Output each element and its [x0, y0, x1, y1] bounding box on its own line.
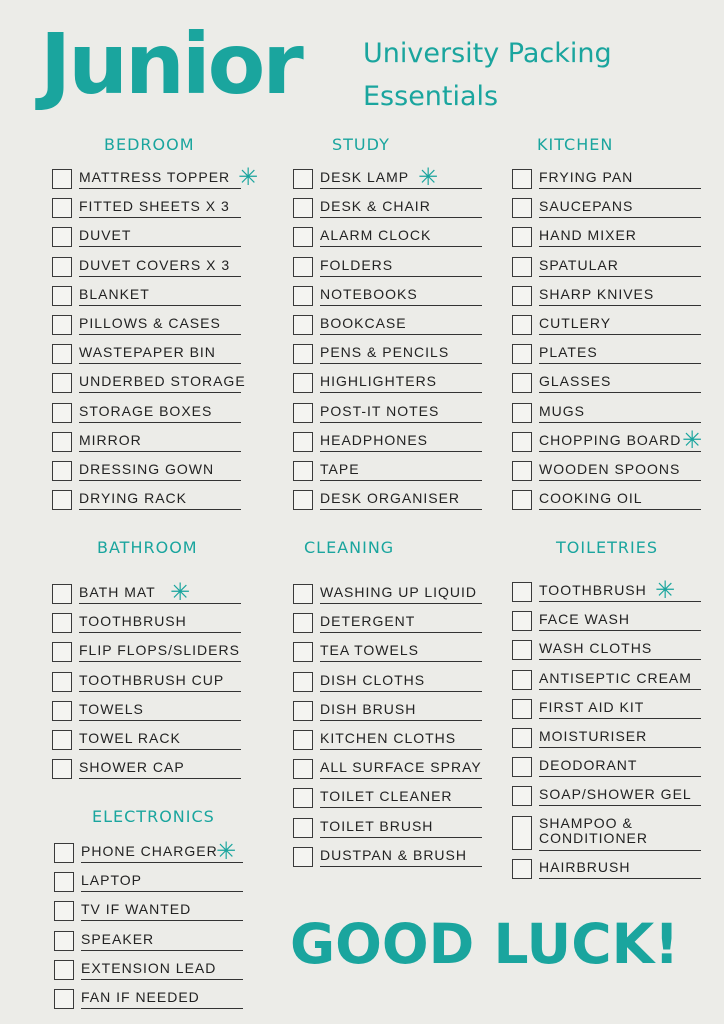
checkbox[interactable] — [52, 642, 72, 662]
item-label: DUSTPAN & BRUSH — [320, 844, 482, 867]
checkbox[interactable] — [54, 931, 74, 951]
checkbox[interactable] — [512, 728, 532, 748]
item-label: MATTRESS TOPPER — [79, 166, 241, 189]
item-label: DEODORANT — [539, 754, 701, 777]
item-label: SHAMPOO & CONDITIONER — [539, 813, 701, 851]
item-label: FLIP FLOPS/SLIDERS — [79, 639, 241, 662]
page-subtitle: University Packing Essentials — [363, 38, 612, 112]
checkbox[interactable] — [293, 613, 313, 633]
checkbox[interactable] — [52, 344, 72, 364]
item-label: MIRROR — [79, 429, 241, 452]
checkbox[interactable] — [512, 227, 532, 247]
asterisk-star-icon: ✳ — [238, 163, 259, 191]
item-label: HEADPHONES — [320, 429, 482, 452]
item-label: WASHING UP LIQUID — [320, 581, 482, 604]
item-label: LAPTOP — [81, 869, 243, 892]
checkbox[interactable] — [52, 198, 72, 218]
checkbox[interactable] — [512, 757, 532, 777]
checkbox[interactable] — [512, 373, 532, 393]
item-label: FACE WASH — [539, 608, 701, 631]
item-label: DRESSING GOWN — [79, 458, 241, 481]
checkbox[interactable] — [293, 315, 313, 335]
item-label: SPEAKER — [81, 928, 243, 951]
checkbox[interactable] — [293, 847, 313, 867]
asterisk-star-icon: ✳ — [170, 578, 191, 606]
checkbox[interactable] — [293, 257, 313, 277]
item-label: FIRST AID KIT — [539, 696, 701, 719]
asterisk-star-icon: ✳ — [216, 837, 237, 865]
checkbox[interactable] — [54, 960, 74, 980]
heading-bathroom: BATHROOM — [97, 538, 198, 557]
checkbox[interactable] — [293, 672, 313, 692]
item-label: HIGHLIGHTERS — [320, 370, 482, 393]
checkbox[interactable] — [512, 859, 532, 879]
checkbox[interactable] — [54, 872, 74, 892]
checkbox[interactable] — [52, 257, 72, 277]
item-label: TOOTHBRUSH — [79, 610, 241, 633]
checkbox[interactable] — [512, 286, 532, 306]
item-label: DISH CLOTHS — [320, 669, 482, 692]
checkbox[interactable] — [512, 640, 532, 660]
item-label: TOWEL RACK — [79, 727, 241, 750]
item-label: ALARM CLOCK — [320, 224, 482, 247]
checkbox[interactable] — [512, 403, 532, 423]
item-label: WASH CLOTHS — [539, 637, 701, 660]
item-label: WOODEN SPOONS — [539, 458, 701, 481]
item-label: MOISTURISER — [539, 725, 701, 748]
checkbox[interactable] — [52, 432, 72, 452]
item-label: MUGS — [539, 400, 701, 423]
item-label: FRYING PAN — [539, 166, 701, 189]
checkbox[interactable] — [52, 613, 72, 633]
item-label: TOILET CLEANER — [320, 785, 482, 808]
brand-title: Junior — [40, 15, 301, 113]
item-label: TOOTHBRUSH — [539, 579, 701, 602]
checkbox[interactable] — [293, 461, 313, 481]
item-label: PHONE CHARGER — [81, 840, 243, 863]
asterisk-star-icon: ✳ — [682, 425, 703, 454]
item-label: FITTED SHEETS X 3 — [79, 195, 241, 218]
item-label: TOILET BRUSH — [320, 815, 482, 838]
checkbox[interactable] — [293, 584, 313, 604]
checkbox[interactable] — [512, 786, 532, 806]
checkbox[interactable] — [52, 584, 72, 604]
item-label: SOAP/SHOWER GEL — [539, 783, 701, 806]
item-label: FAN IF NEEDED — [81, 986, 243, 1009]
checkbox[interactable] — [293, 373, 313, 393]
item-label: STORAGE BOXES — [79, 400, 241, 423]
checkbox[interactable] — [293, 169, 313, 189]
item-label: EXTENSION LEAD — [81, 957, 243, 980]
checkbox[interactable] — [293, 759, 313, 779]
checkbox[interactable] — [293, 344, 313, 364]
checkbox[interactable] — [293, 730, 313, 750]
checkbox[interactable] — [52, 227, 72, 247]
checkbox[interactable] — [52, 490, 72, 510]
checkbox[interactable] — [293, 818, 313, 838]
checkbox[interactable] — [52, 672, 72, 692]
item-label: KITCHEN CLOTHS — [320, 727, 482, 750]
checkbox[interactable] — [293, 642, 313, 662]
checkbox[interactable] — [293, 701, 313, 721]
checkbox[interactable] — [512, 670, 532, 690]
checkbox[interactable] — [293, 227, 313, 247]
heading-bedroom: BEDROOM — [104, 135, 195, 154]
item-label: TOOTHBRUSH CUP — [79, 669, 241, 692]
item-label: HAIRBRUSH — [539, 856, 701, 879]
item-label: SPATULAR — [539, 254, 701, 277]
checkbox[interactable] — [293, 286, 313, 306]
checkbox[interactable] — [512, 315, 532, 335]
item-label: BLANKET — [79, 283, 241, 306]
checkbox[interactable] — [54, 901, 74, 921]
checkbox[interactable] — [512, 432, 532, 452]
item-label: DRYING RACK — [79, 487, 241, 510]
item-label: SHARP KNIVES — [539, 283, 701, 306]
checkbox[interactable] — [512, 611, 532, 631]
item-label: TAPE — [320, 458, 482, 481]
checkbox[interactable] — [52, 373, 72, 393]
item-label: DESK ORGANISER — [320, 487, 482, 510]
checkbox[interactable] — [293, 198, 313, 218]
checkbox[interactable] — [512, 461, 532, 481]
good-luck-banner: GOOD LUCK! — [290, 912, 680, 976]
checkbox[interactable] — [52, 701, 72, 721]
checkbox[interactable] — [512, 699, 532, 719]
checkbox[interactable] — [293, 490, 313, 510]
asterisk-star-icon: ✳ — [418, 163, 439, 191]
item-label: SAUCEPANS — [539, 195, 701, 218]
checkbox[interactable] — [512, 582, 532, 602]
asterisk-star-icon: ✳ — [655, 576, 676, 604]
checkbox[interactable] — [512, 169, 532, 189]
checkbox[interactable] — [512, 198, 532, 218]
item-label: COOKING OIL — [539, 487, 701, 510]
item-label: DUVET COVERS X 3 — [79, 254, 241, 277]
checkbox[interactable] — [52, 403, 72, 423]
item-label: SHOWER CAP — [79, 756, 241, 779]
item-label: CUTLERY — [539, 312, 701, 335]
item-label: WASTEPAPER BIN — [79, 341, 241, 364]
item-label: POST-IT NOTES — [320, 400, 482, 423]
item-label: HAND MIXER — [539, 224, 701, 247]
checkbox[interactable] — [52, 730, 72, 750]
checkbox[interactable] — [293, 788, 313, 808]
checkbox[interactable] — [293, 432, 313, 452]
item-label: DESK & CHAIR — [320, 195, 482, 218]
heading-electronics: ELECTRONICS — [92, 807, 215, 826]
item-label: TEA TOWELS — [320, 639, 482, 662]
heading-kitchen: KITCHEN — [537, 135, 614, 154]
item-label: ANTISEPTIC CREAM — [539, 667, 701, 690]
checkbox[interactable] — [293, 403, 313, 423]
item-label: UNDERBED STORAGE — [79, 370, 241, 393]
checkbox[interactable] — [52, 461, 72, 481]
item-label: TV IF WANTED — [81, 898, 243, 921]
item-label: BOOKCASE — [320, 312, 482, 335]
checkbox[interactable] — [52, 759, 72, 779]
checkbox[interactable] — [512, 816, 532, 850]
heading-toiletries: TOILETRIES — [556, 538, 658, 557]
heading-cleaning: CLEANING — [304, 538, 395, 557]
item-label: DETERGENT — [320, 610, 482, 633]
heading-study: STUDY — [332, 135, 390, 154]
checkbox[interactable] — [52, 315, 72, 335]
checkbox[interactable] — [54, 989, 74, 1009]
item-label: ALL SURFACE SPRAY — [320, 756, 482, 779]
checkbox[interactable] — [54, 843, 74, 863]
item-label: PENS & PENCILS — [320, 341, 482, 364]
item-label: GLASSES — [539, 370, 701, 393]
item-label: TOWELS — [79, 698, 241, 721]
item-label: PLATES — [539, 341, 701, 364]
item-label: NOTEBOOKS — [320, 283, 482, 306]
checkbox[interactable] — [52, 169, 72, 189]
item-label: DUVET — [79, 224, 241, 247]
item-label: FOLDERS — [320, 254, 482, 277]
checkbox[interactable] — [52, 286, 72, 306]
checkbox[interactable] — [512, 344, 532, 364]
item-label: DESK LAMP — [320, 166, 482, 189]
checkbox[interactable] — [512, 257, 532, 277]
checkbox[interactable] — [512, 490, 532, 510]
item-label: CHOPPING BOARD — [539, 429, 701, 452]
item-label: PILLOWS & CASES — [79, 312, 241, 335]
item-label: BATH MAT — [79, 581, 241, 604]
item-label: DISH BRUSH — [320, 698, 482, 721]
